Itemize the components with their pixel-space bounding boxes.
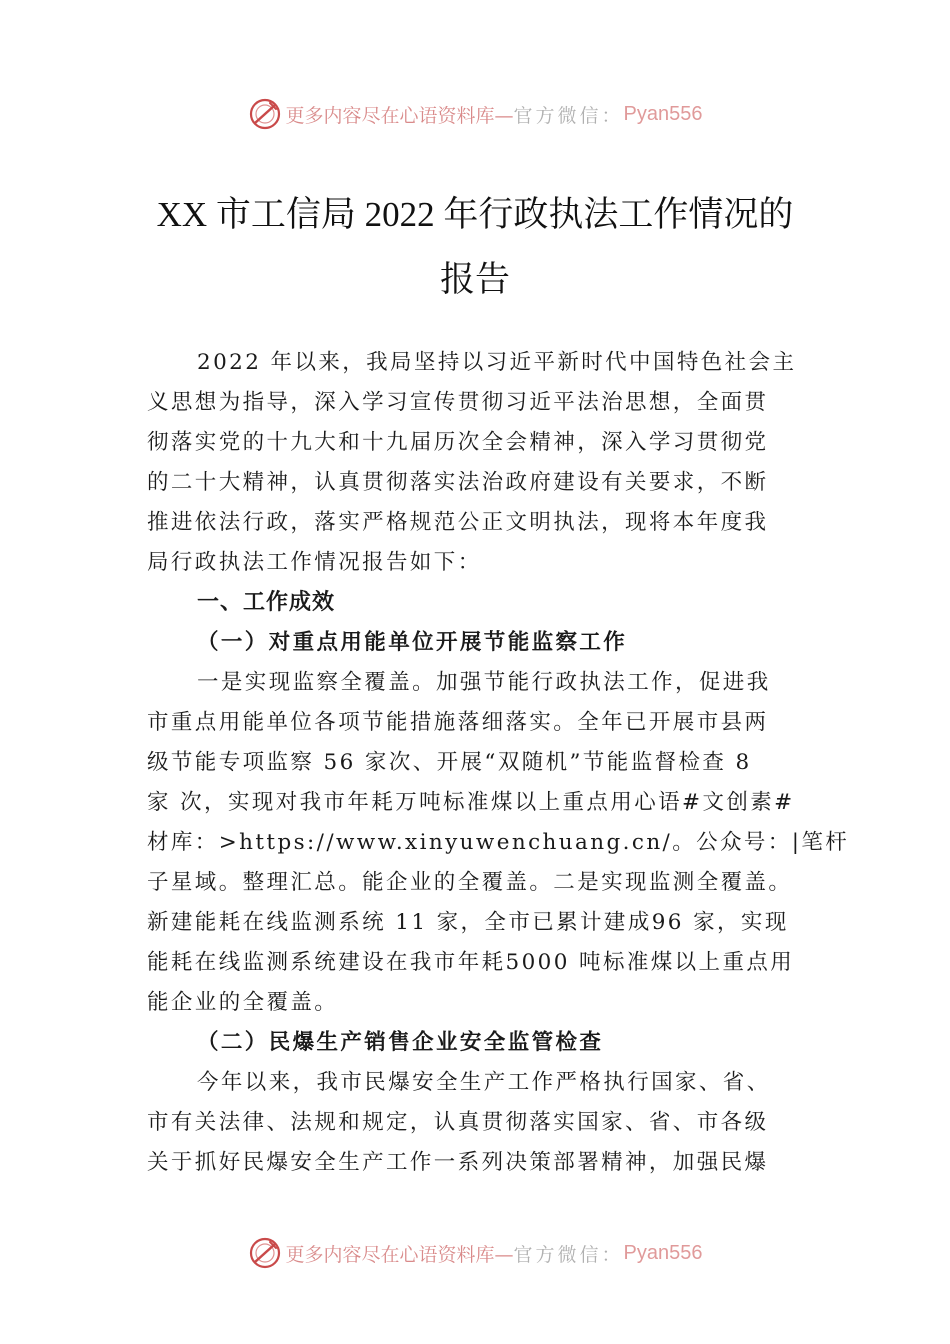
watermark-header — [0, 94, 950, 134]
watermark-wechat-label: 官方微信： — [513, 1243, 624, 1266]
paragraph-line: 能耗在线监测系统建设在我市年耗5000 吨标准煤以上重点用 — [147, 950, 795, 975]
paragraph-line: 彻落实党的十九大和十九届历次全会精神，深入学习贯彻党 — [147, 430, 769, 455]
watermark-text: 更多内容尽在心语资料库— — [285, 104, 514, 127]
paragraph-line: 家 次，实现对我市年耗万吨标准煤以上重点用心语#文创素# — [147, 790, 795, 815]
paragraph-line: 子星域。整理汇总。能企业的全覆盖。二是实现监测全覆盖。 — [147, 870, 793, 895]
paragraph-line: 局行政执法工作情况报告如下： — [147, 550, 482, 575]
document-body — [147, 343, 850, 1183]
watermark-footer — [0, 1233, 950, 1273]
paragraph-line: 关于抓好民爆安全生产工作一系列决策部署精神，加强民爆 — [147, 1150, 769, 1175]
paragraph-line: 的二十大精神，认真贯彻落实法治政府建设有关要求，不断 — [147, 470, 769, 495]
subsection-heading: （一）对重点用能单位开展节能监察工作 — [197, 630, 628, 655]
document-title-line1: XX 市工信局 2022 年行政执法工作情况的 — [156, 195, 794, 234]
section-heading: 一、工作成效 — [197, 590, 336, 615]
paragraph-line: 能企业的全覆盖。 — [147, 990, 339, 1015]
paragraph-line: 义思想为指导，深入学习宣传贯彻习近平法治思想，全面贯 — [147, 390, 769, 415]
watermark-wechat-id: Pyan556 — [623, 1241, 703, 1264]
paragraph-line: 一是实现监察全覆盖。加强节能行政执法工作，促进我 — [197, 670, 771, 695]
paragraph-line: 2022 年以来，我局坚持以习近平新时代中国特色社会主 — [197, 350, 797, 375]
paragraph-line: 级节能专项监察 56 家次、开展“双随机”节能监督检查 8 — [147, 750, 752, 775]
watermark-wechat-id: Pyan556 — [623, 102, 703, 125]
subsection-heading: （二）民爆生产销售企业安全监管检查 — [197, 1030, 604, 1055]
stamp-logo-icon — [248, 97, 282, 131]
watermark-text: 更多内容尽在心语资料库— — [285, 1243, 514, 1266]
watermark-wechat-label: 官方微信： — [513, 104, 624, 127]
paragraph-line: 今年以来，我市民爆安全生产工作严格执行国家、省、 — [197, 1070, 771, 1095]
paragraph-line: 市有关法律、法规和规定，认真贯彻落实国家、省、市各级 — [147, 1110, 769, 1135]
paragraph-line: 推进依法行政，落实严格规范公正文明执法，现将本年度我 — [147, 510, 769, 535]
paragraph-line: 市重点用能单位各项节能措施落细落实。全年已开展市县两 — [147, 710, 769, 735]
paragraph-line: 材库：>https://www.xinyuwenchuang.cn/。公众号：|笔杆 — [147, 830, 850, 855]
stamp-logo-icon — [248, 1236, 282, 1270]
document-title-line2: 报告 — [439, 260, 510, 299]
paragraph-line: 新建能耗在线监测系统 11 家，全市已累计建成96 家，实现 — [147, 910, 789, 935]
